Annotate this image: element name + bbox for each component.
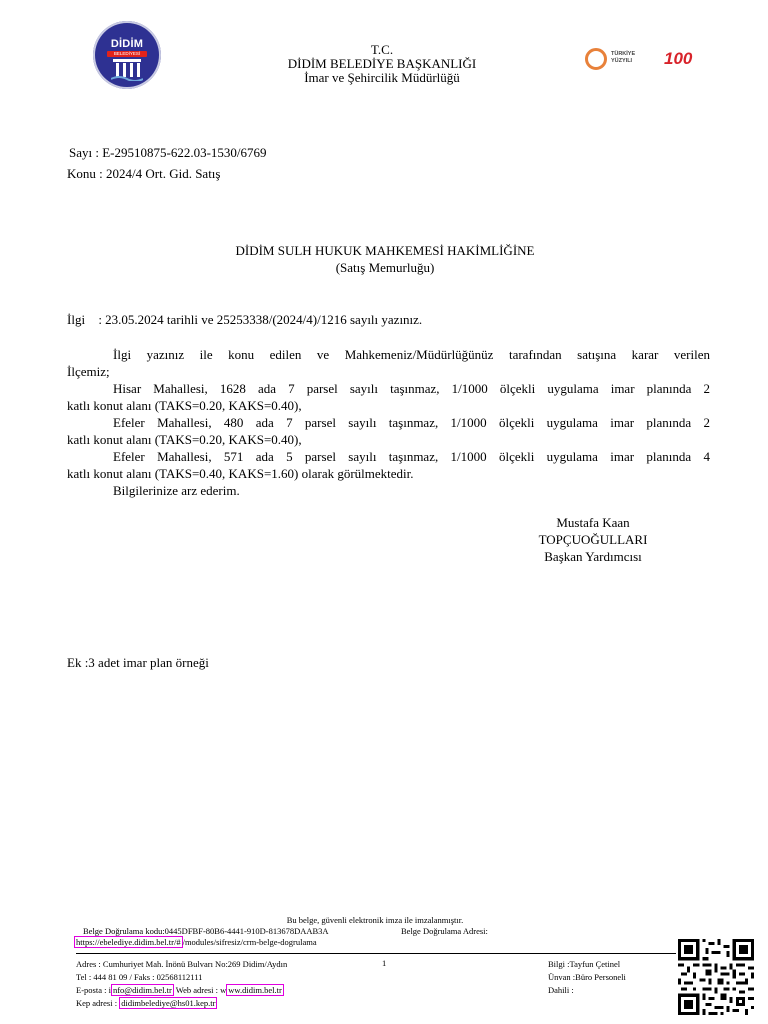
turkiye-yuzyili-logo: [585, 46, 645, 74]
body-p4b: katlı konut alanı (TAKS=0.40, KAKS=1.60) olarak görülmektedir.: [67, 466, 414, 481]
kep-link[interactable]: didimbelediye@hs01.kep.tr: [121, 998, 216, 1008]
centennial-text: 100: [664, 49, 693, 68]
ilgi-line: [67, 312, 422, 328]
konu-line: [67, 166, 220, 182]
info-title: Ünvan :Büro Personeli: [548, 972, 626, 982]
email-label: E-posta : i: [76, 985, 111, 995]
footer-divider: [76, 953, 676, 954]
email-link[interactable]: nfo@didim.bel.tr: [112, 985, 172, 995]
esign-note: Bu belge, güvenli elektronik imza ile imzalanmıştır.: [286, 915, 464, 925]
body-p3b: katlı konut alanı (TAKS=0.20, KAKS=0.40),: [67, 432, 302, 447]
header-tc: T.C.: [370, 42, 394, 57]
sayi-label: Sayı: [69, 145, 93, 160]
page-number: 1: [382, 958, 387, 968]
addressee-line1: DİDİM SULH HUKUK MAHKEMESİ HAKİMLİĞİNE: [235, 243, 535, 258]
signer-first-name: Mustafa Kaan: [556, 515, 630, 530]
verify-code: Belge Doğrulama kodu:0445DFBF-80B6-4441-910D-813678DAAB3A: [83, 926, 329, 936]
web-link[interactable]: ww.didim.bel.tr: [228, 985, 282, 995]
info-contact: Bilgi :Tayfun Çetinel: [548, 959, 621, 969]
verify-address-label: Belge Doğrulama Adresi:: [401, 926, 488, 936]
qr-code: [678, 939, 754, 1015]
crescent-icon: [585, 48, 607, 70]
centennial-logo: [664, 50, 719, 70]
attachment-note: Ek :3 adet imar plan örneği: [67, 655, 209, 670]
body-p3a: Efeler Mahallesi, 480 ada 7 parsel sayılı taşınmaz, 1/1000 ölçekli uygulama imar planında 2: [113, 415, 710, 430]
verify-url[interactable]: [74, 937, 317, 948]
sayi-value: : E-29510875-622.03-1530/6769: [95, 145, 267, 160]
body-p5: Bilgilerinize arz ederim.: [113, 483, 240, 498]
body-p1b: İlçemiz;: [67, 364, 110, 379]
footer-kep: [76, 998, 217, 1009]
ty-line2: YÜZYILI: [611, 58, 633, 64]
footer-address: Adres : Cumhuriyet Mah. İnönü Bulvarı No:269 Didim/Aydın: [76, 959, 288, 969]
sayi-line: [69, 145, 267, 161]
info-extension: Dahili :: [548, 985, 574, 995]
municipality-logo: [93, 21, 161, 89]
footer-contact: [76, 985, 284, 996]
logo-sub: BELEDİYESİ: [107, 51, 147, 57]
verify-url-link[interactable]: https://ebelediye.didim.bel.tr/#: [76, 937, 181, 947]
header-department: İmar ve Şehircilik Müdürlüğü: [304, 70, 460, 85]
body-p2b: katlı konut alanı (TAKS=0.20, KAKS=0.40),: [67, 398, 302, 413]
signer-title: Başkan Yardımcısı: [544, 549, 642, 564]
ilgi-value: : 23.05.2024 tarihli ve 25253338/(2024/4)/1216 sayılı yazınız.: [98, 312, 423, 327]
verify-url-path: /modules/sifresiz/crm-belge-dogrulama: [182, 937, 317, 947]
body-p2a: Hisar Mahallesi, 1628 ada 7 parsel sayılı taşınmaz, 1/1000 ölçekli uygulama imar planında 2: [113, 381, 710, 396]
letter-body: [67, 346, 710, 499]
ilgi-label: İlgi: [67, 312, 86, 327]
signature-block: [508, 514, 678, 565]
kep-label: Kep adresi :: [76, 998, 120, 1008]
logo-name: DİDİM: [110, 38, 144, 50]
web-label: Web adresi : w: [173, 985, 227, 995]
addressee: [150, 242, 620, 276]
konu-value: : 2024/4 Ort. Gid. Satış: [99, 166, 221, 181]
columns-icon: [111, 59, 143, 81]
body-p4a: Efeler Mahallesi, 571 ada 5 parsel sayılı taşınmaz, 1/1000 ölçekli uygulama imar planında 4: [113, 449, 710, 464]
konu-label: Konu: [67, 166, 96, 181]
letterhead: [180, 43, 584, 85]
signer-last-name: TOPÇUOĞULLARI: [538, 532, 648, 547]
ty-line1: TÜRKİYE: [611, 51, 636, 57]
header-institution: DİDİM BELEDİYE BAŞKANLIĞI: [287, 56, 477, 71]
footer-phone: Tel : 444 81 09 / Faks : 02568112111: [76, 972, 203, 982]
addressee-line2: (Satış Memurluğu): [335, 260, 435, 275]
body-p1a: İlgi yazınız ile konu edilen ve Mahkemeniz/Müdürlüğünüz tarafından satışına karar verilen: [113, 347, 710, 362]
